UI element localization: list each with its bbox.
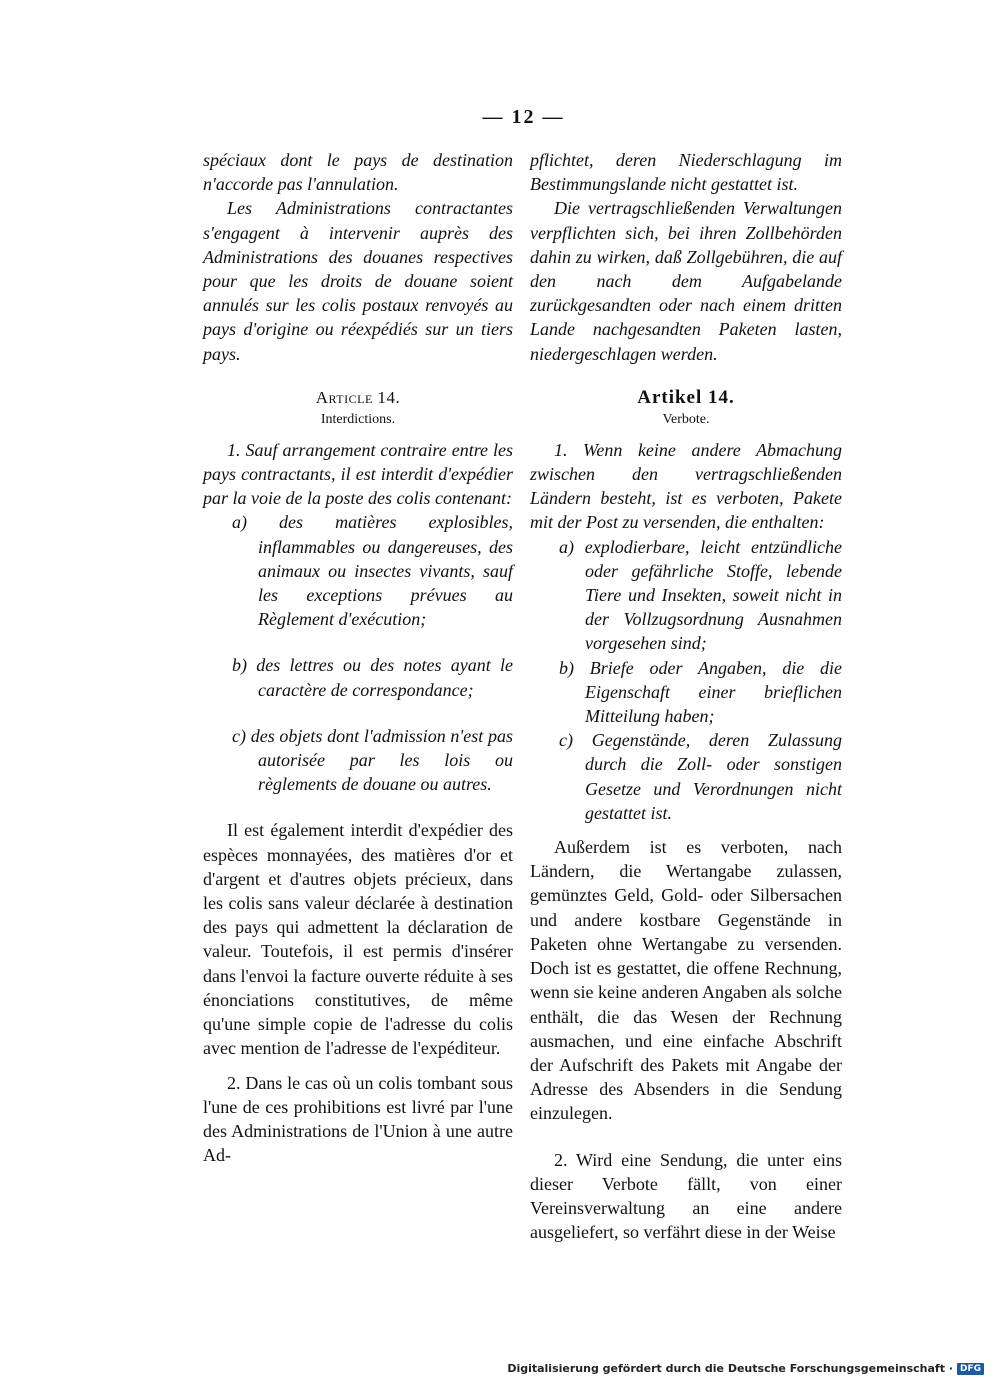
fr-list-item-b: b) des lettres ou des notes ayant le caractère de correspondance; <box>232 655 513 700</box>
fr-list-item-a: a) des matières explosibles, inflammables ou dangereuses, des animaux ou insectes vivants, sauf les exceptions prévues au Règlement d'exécution; <box>232 512 513 630</box>
de-paragraph-4: Außerdem ist es verboten, nach Ländern, die Wertangabe zulassen, gemünztes Geld, Gold- oder Silbersachen und andere kostbare Gegenstände in Paketen ohne Wertangabe zu versenden. Doch ist es gestattet, die offene Rechnung, wenn sie keine anderen Angaben als solche enthält, die das Wesen der Rechnung ausmachen, und eine einfache Abschrift der Aufschrift des Pakets mit Angabe der Adresse des Absenders in die Sendung einzulegen. <box>530 837 842 1124</box>
de-paragraph-1: pflichtet, deren Niederschlagung im Bestimmungslande nicht gestattet ist. <box>530 150 842 195</box>
de-paragraph-3: 1. Wenn keine andere Abmachung zwischen den vertragschließenden Ländern besteht, ist es verboten, Pakete mit der Post zu versenden, die enthalten: <box>530 439 842 533</box>
fr-paragraph-4: Il est également interdit d'expédier des espèces monnayées, des matières d'or et d'argent et d'autres objets précieux, dans les colis sans valeur déclarée à destination des pays qui admettent la déclaration de valeur. Toutefois, il est permis d'insérer dans l'envoi la facture ouverte réduite à ses énonciations constitutives, de même qu'une simple copie de l'adresse du colis avec mention de l'adresse de l'expéditeur. <box>203 820 513 1059</box>
de-paragraph-5: 2. Wird eine Sendung, die unter eins dieser Verbote fällt, von einer Vereinsverwaltung an eine andere ausgeliefert, so verfährt diese in der Weise <box>530 1149 842 1243</box>
fr-article-title: Article 14. <box>315 387 401 407</box>
de-paragraph-2: Die vertragschließenden Verwaltungen verpflichten sich, bei ihren Zollbehörden dahin zu wirken, daß Zollgebühren, die auf den nach dem Aufgabelande zurückgesandten oder nach einem dritten Lande nachgesandten Paketen lasten, niedergeschlagen werden. <box>530 198 842 364</box>
fr-paragraph-2: Les Administrations contractantes s'engagent à intervenir auprès des Administrations des douanes respectives pour que les droits de douane soient annulés sur les colis postaux renvoyés au pays d'origine ou réexpédiés sur un tiers pays. <box>203 198 513 364</box>
de-list-item-a: a) explodierbare, leicht entzündliche oder gefährliche Stoffe, lebende Tiere und Insekten, soweit nicht in der Vollzugsordnung Ausnahmen vorgesehen sind; <box>559 536 842 654</box>
digitization-credit <box>507 1362 984 1375</box>
fr-paragraph-1: spéciaux dont le pays de destination n'accorde pas l'annulation. <box>203 150 513 195</box>
de-list-item-c: c) Gegenstände, deren Zulassung durch die Zoll- oder sonstigen Gesetze und Verordnungen nicht gestattet ist. <box>559 730 842 823</box>
french-column <box>203 148 513 1167</box>
de-list-item-b: b) Briefe oder Angaben, die die Eigenschaft einer brieflichen Mitteilung haben; <box>559 657 842 727</box>
de-article-title: Artikel 14. <box>637 386 735 408</box>
de-article-heading <box>530 386 842 430</box>
german-column <box>530 148 842 1244</box>
fr-list-item-c: c) des objets dont l'admission n'est pas autorisée par les lois ou règlements de douane ou autres. <box>232 725 513 795</box>
fr-paragraph-5: 2. Dans le cas où un colis tombant sous l'une de ces prohibitions est livré par l'une des Administrations de l'Union à une autre Ad- <box>203 1072 513 1166</box>
fr-prohibited-list <box>232 510 513 796</box>
dfg-logo-icon: DFG <box>957 1363 984 1375</box>
fr-article-subtitle: Interdictions. <box>320 411 396 427</box>
credit-text: Digitalisierung gefördert durch die Deutsche Forschungsgemeinschaft · <box>507 1362 953 1375</box>
fr-article-heading <box>203 386 513 430</box>
fr-paragraph-3: 1. Sauf arrangement contraire entre les pays contractants, il est interdit d'expédier par la voie de la poste des colis contenant: <box>203 439 513 509</box>
de-article-subtitle: Verbote. <box>662 411 710 427</box>
de-prohibited-list <box>559 535 842 825</box>
page-number: — 12 — <box>482 106 565 128</box>
